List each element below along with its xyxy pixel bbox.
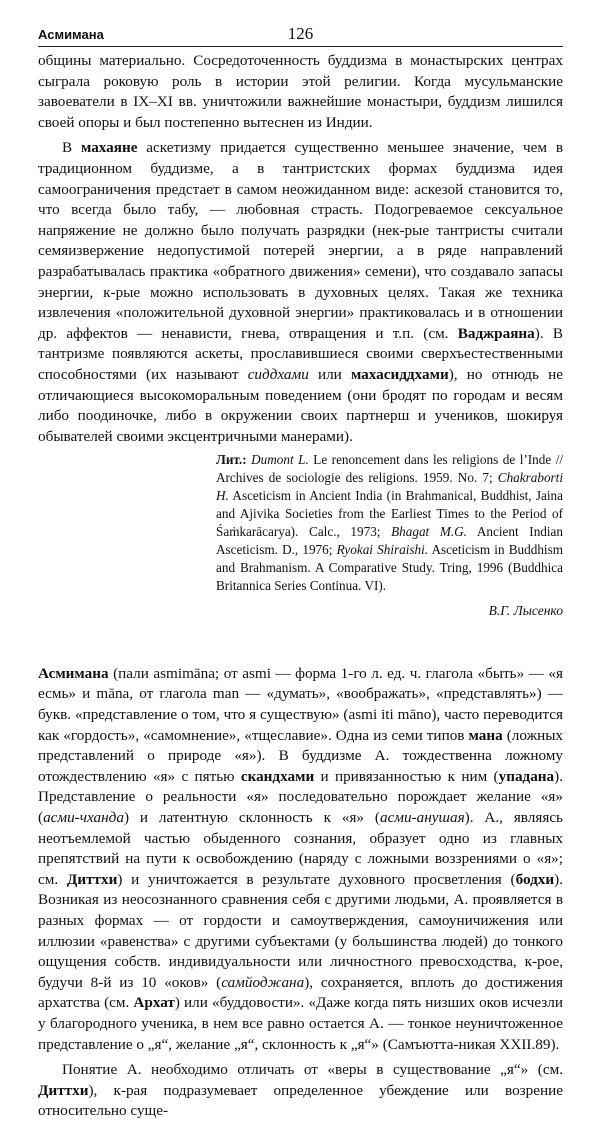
running-head: Асмимана <box>38 27 104 42</box>
term-mahasiddhas: махасиддхами <box>350 365 449 383</box>
mahayana-paragraph: В махаяне аскетизму придается существенно меньшее значение, чем в традиционном буддизме, а в тантристских формах буддизма идея самоограничения предстает в самом неожиданном виде: аскезой становится то, что всегда было табу, — любовная страсть. Подогреваемое сексуальное напряжение не должно было получать разрядки (нек-рые тантристы считали семяизвержение недопустимой потерей энергии, а в ряде направлений разрабатывалась практика «обратного движения» семени), что создавало запасы энергии, к-рые можно использовать в духовных целях. Такая же техника извлечения «положительной духовной энергии» практиковалась и в отношении др. аффектов — ненависти, гнева, отвращения и т.п. (см. Ваджраяна). В тантризме появляются аскеты, прославившиеся своими сверхъестественными способностями (их называют сиддхами или махасиддхами), но отнюдь не отличающиеся высокоморальным поведением (они бродят по городам и весям либо поодиночке, либо в окружении своих партнерш и учеников, шокируя обывателей своими эксцентричными манерами). <box>38 139 564 445</box>
term-siddhas: сиддхами <box>247 365 309 383</box>
term-vajrayana: Ваджраяна <box>457 324 535 342</box>
entry-headword: Асмимана <box>38 664 109 682</box>
literature-list: Лит.: Dumont L. Le renoncement dans les religions de l’Inde // Archives de sociologie des religions. 1959. No. 7; Chakraborti H. Asceticism in Ancient India (in Brahmanical, Buddhist, Jaina and Ajivika Societies from the Earliest Times to the Period of Śaṁkarācarya). Calc., 1973; Bhagat M.G. Ancient Indian Asceticism. D., 1976; Ryokai Shiraishi. Asceticism in Buddhism and Brahmanism. A Comparative Study. Tring, 1996 (Buddhica Britannica Series Continua. VI). <box>216 452 564 594</box>
term-mahayana: махаяне <box>80 139 138 157</box>
literature-label: Лит.: <box>216 452 247 468</box>
intro-paragraph: общины материально. Сосредоточенность буддизма в монастырских центрах сыграла роковую роль в истории этой религии. Когда мусульманские завоеватели в IX–XI вв. уничтожили важнейшие монастыри, буддизм лишился своей опоры и был постепенно вытеснен из Индии. <box>38 52 563 131</box>
article-author: В.Г. Лысенко <box>488 603 563 619</box>
page-header <box>38 20 563 47</box>
entry-asmimana: Асмимана (пали asmimāna; от asmi — форма 1-го л. ед. ч. глагола «быть» — «я есмь» и māna, от глагола man — «думать», «воображать», «представлять») — букв. «представление о том, что я существую» (asmi iti māno), часто переводится как «гордость», «самомнение», «тщеславие». Одна из семи типов мана (ложных представлений о природе «я»). В буддизме А. тождественна ложному отождествлению «я» с пятью скандхами и привязанностью к ним (упадана). Представление о реальности «я» последовательно порождает желание «я» (асми-чханда) и латентную склонность к «я» (асми-анушая). А., являясь неотъемлемой частью обыденного сознания, образует одно из главных препятствий на пути к освобождению (наряду с ложными воззрениями о «я»; см. Диттхи) и уничтожается в результате духовного просветления (бодхи). Возникая из неосознанного сравнения себя с другими людьми, А. проявляется в разных формах — от гордости и самоутверждения, самоуничижения или иллюзии «равенства» с другими субъектами (у большинства людей) до тонкого ощущения собств. индивидуальности или личностного превосходства, к-рое, будучи 8-й из 10 «оков» (самйоджана), сохраняется, вплоть до достижения архатства (см. Архат) или «буддовости». «Даже когда пять низших оков исчезли у благородного ученика, в нем все равно остается А. — тонкое неуничтоженное представление о „я“, желание „я“, склонность к „я“» (Самъютта-никая XXII.89). <box>38 664 564 1053</box>
page-body <box>38 51 563 1122</box>
page-number: 126 <box>287 24 314 43</box>
final-paragraph: Понятие А. необходимо отличать от «веры в существование „я“» (см. Диттхи), к-рая подразумевает определенное убеждение или возрение относительно суще- <box>38 1061 563 1120</box>
